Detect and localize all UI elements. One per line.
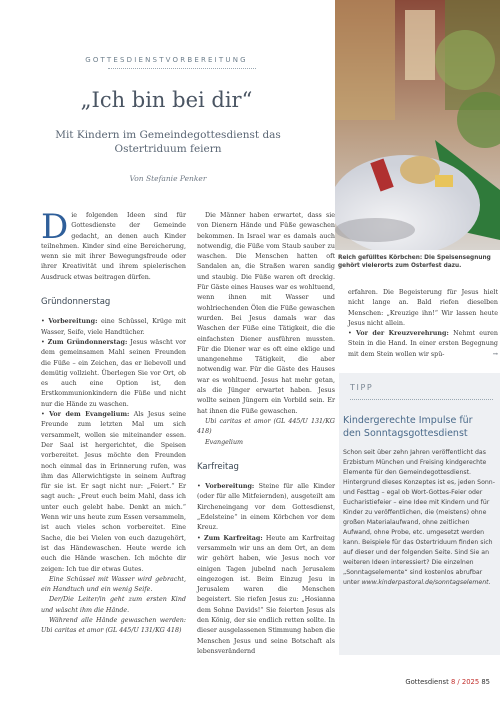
bullet-label: Vor dem Evangelium:: [49, 411, 130, 419]
column-2: [197, 211, 335, 657]
tip-divider: [350, 399, 493, 400]
bullet-vorbereitung: • Vorbereitung: Steine für alle Kinder (oder für alle Mitfeiernden), ausgeteilt am Kircheneingang vor dem Gottesdienst, „Edelsteine“ in einem Körbchen vor dem Kreuz.: [197, 483, 335, 532]
bullet-text: Nehmt euren Stein in die Hand. In einer ersten Begegnung mit dem Stein wollen wir spü-: [348, 330, 499, 358]
tip-text-end: .: [488, 579, 491, 586]
bullet-text: Heute am Karfreitag versammeln wir uns an dem Ort, an dem wir gehört haben, wie Jesus noch vor einigen Tagen jubelnd nach Jerusalem eingezogen ist. Beim Einzug Jesu in Jerusalem waren die Menschen begeistert. Sie riefen Jesus zu: „Hosianna dem Sohne Davids!“ Sie feierten Jesus als den König, der sie endlich retten sollte. In dieser ausgelassenen Stimmung haben die Menschen Jesus und seine Botschaft als lebensverändernd: [197, 534, 335, 655]
bullet-text: Als Jesus seine Freunde zum letzten Mal um sich versammelt, wollen sie miteinander essen. Der Saal ist hergerichtet, die Speisen vorbereitet. Jesus möchte den Freunden noch einmal das in Erinnerung rufen, was ihm das Allerwichtigste in seinem Auftrag für sie ist. Er sagt nicht nur: „Feiert.“ Er sagt auch: „Freut euch beim Mahl, dass ich unter euch gelebt habe. Denkt an mich.“ Wenn wir uns heute zum Essen versammeln, ist auch vieles schon vorbereitet. Eine Sache, die bei Vielen von euch dazugehört, ist das Händewaschen. Heute werde ich euch die Hände waschen. Ich möchte dir zeigen: Ich tue dir etwas Gutes.: [41, 411, 186, 573]
bullet-zum-karfreitag: • Zum Karfreitag: Heute am Karfreitag versammeln wir uns an dem Ort, an dem wir gehört haben, wie Jesus noch vor einigen Tagen jubelnd nach Jerusalem eingezogen ist. Beim Einzug Jesu in Jerusalem waren die Menschen begeistert. Sie riefen Jesus zu: „Hosianna dem Sohne Davids!“ Sie feierten Jesus als den König, der sie endlich retten sollte. In dieser ausgelassenen Stimmung haben die Menschen Jesus und seine Botschaft als lebensverändernd: [197, 534, 335, 655]
continue-arrow-icon: →: [492, 350, 498, 358]
bullet-text: Steine für alle Kinder (oder für alle Mitfeiernden), ausgeteilt am Kircheneingang vor dem Gottesdienst, „Edelsteine“ in einem Körbchen vor dem Kreuz.: [197, 483, 335, 532]
drop-cap: D: [41, 207, 69, 247]
rubric-evangelium: Evangelium: [205, 438, 244, 446]
tip-link[interactable]: www.kinderpastoral.de/sonntagselement: [361, 579, 489, 586]
kicker-divider: [108, 68, 256, 69]
rubric-1: Eine Schüssel mit Wasser wird gebracht, ein Handtuch und ein wenig Seife.: [41, 575, 186, 594]
heading-karfreitag: Karfreitag: [197, 461, 239, 472]
easter-basket-photo: [335, 0, 500, 250]
paragraph: Die Männer haben erwartet, dass sie von Dienern Hände und Füße gewaschen bekommen. In Israel war es damals auch notwendig, die Füße vom Staub sauber zu waschen. Die Menschen hatten oft Sandalen an, die Straßen waren sandig und staubig. Die Füße waren oft dreckig. Für Gäste eines Hauses war es wohltuend, wenn ihnen mit Wasser und wohlriechenden Ölen die Füße gewaschen wurden. Bei Jesus damals war das Waschen der Füße eine Tätigkeit, die die einfachsten Diener ausführen mussten. Für die Diener war es oft eine eklige und unangenehme Tätigkeit, die aber notwendig war. Für die Gäste des Hauses war es wohltuend. Jesus hat mehr getan, als die Jünger erwartet haben. Jesus wollte seinen Jüngern ein Vorbild sein. Er hat ihnen die Füße gewaschen.: [197, 212, 335, 415]
column-3: [348, 288, 498, 360]
rubric-2: Der/Die Leiter/in geht zum ersten Kind und wäscht ihm die Hände.: [41, 596, 186, 614]
bullet-zum-gruendonnerstag: • Zum Gründonnerstag: Jesus wäscht vor dem gemeinsamen Mahl seinen Freunden die Füße – ein Zeichen, das er liebevoll und demütig vollzieht. Überlegen Sie vor Ort, ob es auch eine Option ist, den Erstkommunionkindern die Füße und nicht nur die Hände zu waschen.: [41, 338, 186, 408]
bullet-label: Zum Karfreitag:: [203, 534, 263, 542]
bullet-text: eine Schüssel, Krüge mit Wasser, Seife, viele Handtücher.: [41, 318, 186, 336]
bullet-text: Jesus wäscht vor dem gemeinsamen Mahl seinen Freunden die Füße – ein Zeichen, das er liebevoll und demütig vollzieht. Überlegen Sie vor Ort, ob es auch eine Option ist, den Erstkommunionkindern die Füße und nicht nur die Hände zu waschen.: [41, 338, 186, 408]
bullet-vorbereitung: • Vorbereitung: eine Schüssel, Krüge mit Wasser, Seife, viele Handtücher.: [41, 318, 186, 336]
page-number: 85: [481, 678, 490, 686]
tip-label: TIPP: [350, 383, 374, 392]
bullet-label: Vorbereitung:: [48, 318, 98, 326]
bullet-label: Zum Gründonnerstag:: [47, 338, 128, 346]
paragraph: erfahren. Die Begeisterung für Jesus hielt nicht lange an. Bald riefen dieselben Menschen: „Kreuzige ihn!“ Wir lassen heute Jesus nicht allein.: [348, 289, 498, 327]
heading-gruendonnerstag: Gründonnerstag: [41, 297, 111, 308]
column-1: [41, 207, 186, 637]
issue-number: 8 / 2025: [450, 678, 480, 686]
tip-title: Kindergerechte Impulse für den Sonntagsgottesdienst: [343, 415, 473, 439]
bullet-vor-dem-evangelium: • Vor dem Evangelium: Als Jesus seine Freunde zum letzten Mal um sich versammelt, wollen sie miteinander essen. Der Saal ist hergerichtet, die Speisen vorbereitet. Jesus möchte den Freunden noch einmal das in Erinnerung rufen, was ihm das Allerwichtigste in seinem Auftrag für sie ist. Er sagt nicht nur: „Feiert.“ Er sagt auch: „Freut euch beim Mahl, dass ich unter euch gelebt habe. Denkt an mich.“ Wenn wir uns heute zum Essen versammeln, ist auch vieles schon vorbereitet. Eine Sache, die bei Vielen von euch dazugehört, ist das Händewaschen. Heute werde ich euch die Hände waschen. Ich möchte dir zeigen: Ich tue dir etwas Gutes.: [41, 411, 186, 573]
photo-illustration: [335, 0, 500, 250]
intro-text: ie folgenden Ideen sind für Gottesdienste der Gemeinde gedacht, an denen auch Kinder teilnehmen. Kinder sind eine Bereicherung, wenn sie mit ihrer Bewegungsfreude oder ihrer Kreativität und ihrem spielerischen Ausdruck etwas beitragen dürfen.: [41, 212, 186, 281]
journal-name: Gottesdienst: [405, 678, 449, 686]
tip-body: [343, 448, 495, 588]
article-title: „Ich bin bei dir“: [80, 88, 253, 112]
photo-caption: Reich gefülltes Körbchen: Die Speisensegnung gehört vielerorts zum Osterfest dazu.: [338, 255, 491, 269]
tip-text: Schon seit über zehn Jahren veröffentlicht das Erzbistum München und Freising kindgerechte Elemente für den Gemeindegottesdienst. Hintergrund dieses Konzeptes ist es, jeden Sonn- und Festtag – egal ob Wort-Gottes-Feier oder Eucharistiefeier – eine Idee mit Kindern und für Kinder zu veröffentlichen, die (meistens) ohne großen Materialaufwand, ohne zeitlichen Aufwand, ohne Probe, etc. umgesetzt werden kann. Beispiele für das Ostertriduum finden sich auf dieser und der folgenden Seite. Sind Sie an weiteren Ideen interessiert? Die einzelnen „Sonntagselemente“ sind kostenlos abrufbar unter: [343, 449, 495, 586]
rubric-3: Während alle Hände gewaschen werden: Ubi caritas et amor (GL 445/U 131/KG 418): [41, 616, 186, 635]
page-footer: [380, 678, 490, 686]
bullet-label: Vorbereitung:: [205, 483, 255, 491]
bullet-vor-der-kreuzverehrung: • Vor der Kreuzverehrung: Nehmt euren Stein in die Hand. In einer ersten Begegnung mit dem Stein wollen wir spü- →: [348, 329, 498, 360]
section-kicker: GOTTESDIENSTVORBEREITUNG: [85, 56, 248, 64]
author-line: Von Stefanie Penker: [129, 174, 207, 183]
rubric-ubi-caritas: Ubi caritas et amor (GL 445/U 131/KG 418): [197, 417, 335, 436]
intro-paragraph: [41, 207, 186, 283]
article-subtitle: Mit Kindern im Gemeindegottesdienst das Ostertriduum feiern: [55, 129, 281, 155]
bullet-label: Vor der Kreuzverehrung:: [356, 330, 449, 338]
